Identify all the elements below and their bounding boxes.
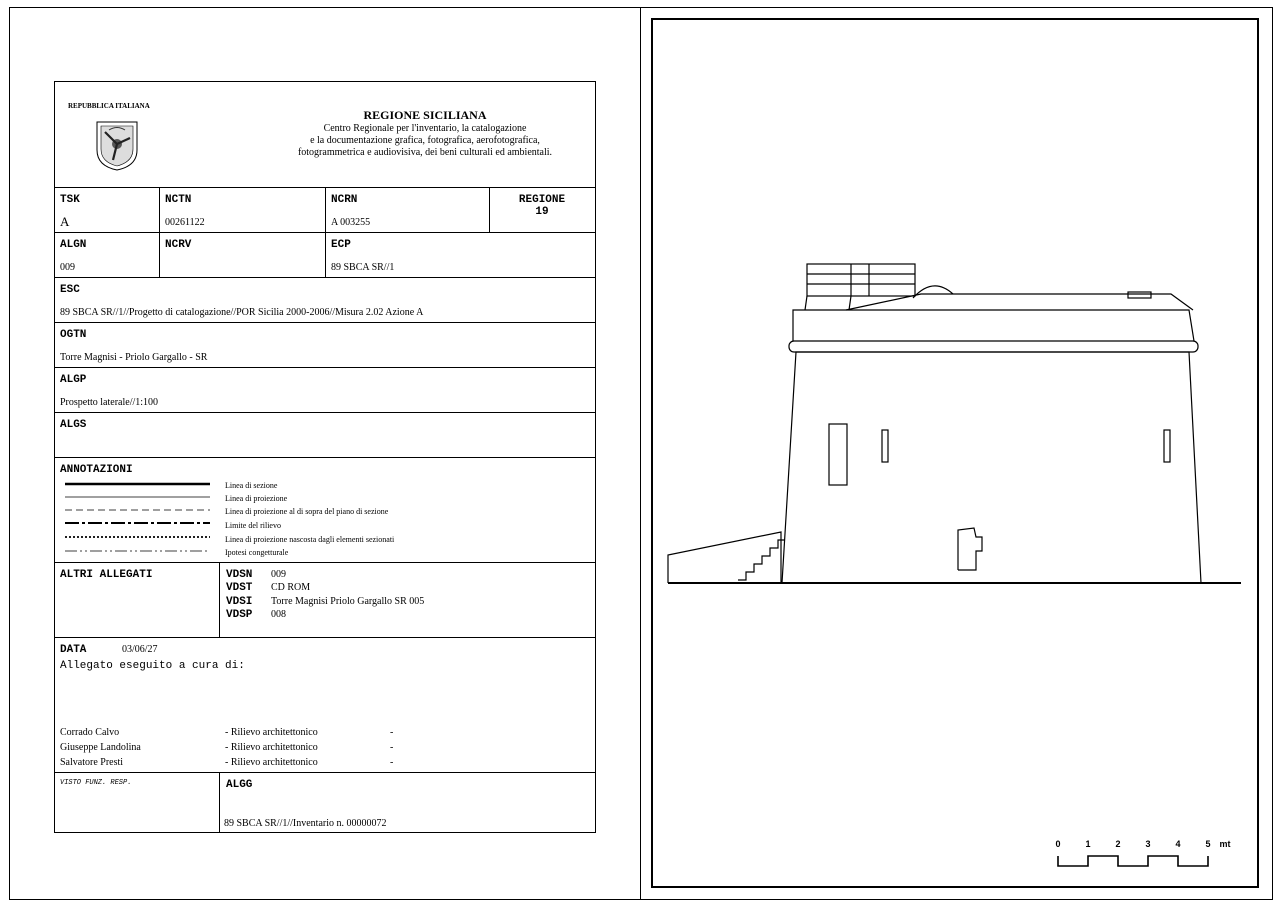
algs-label: ALGS — [60, 419, 87, 431]
legend-item: Limite del rilievo — [225, 521, 281, 530]
ncrv-label: NCRV — [165, 239, 192, 251]
ogtn-value: Torre Magnisi - Priolo Gargallo - SR — [60, 352, 208, 363]
scale-tick-label: 3 — [1145, 839, 1151, 849]
person-role: - Rilievo architettonico — [225, 757, 318, 768]
nctn-label: NCTN — [165, 194, 192, 206]
vdsp-value: 008 — [271, 609, 286, 620]
legend-item: Linea di sezione — [225, 481, 278, 490]
data-value: 03/06/27 — [122, 644, 158, 655]
scale-tick-label: 5 — [1205, 839, 1211, 849]
scale-tick-label: 2 — [1115, 839, 1121, 849]
legend-item: Linea di proiezione nascosta dagli elementi sezionati — [225, 535, 395, 544]
ogtn-label: OGTN — [60, 329, 87, 341]
algn-value: 009 — [60, 262, 75, 273]
person-name: Giuseppe Landolina — [60, 742, 141, 753]
allegato-note: Allegato eseguito a cura di: — [60, 660, 245, 672]
sheet-divider — [640, 7, 641, 900]
line-legend-samples — [65, 480, 215, 558]
ncrn-value: A 003255 — [331, 217, 371, 228]
center-description: Centro Regionale per l'inventario, la catalogazione e la documentazione grafica, fotografica, aerofotografica, fotogrammetrica e audiovisiva, dei beni culturali ed ambientali. — [297, 123, 553, 158]
esc-label: ESC — [60, 284, 80, 296]
vdsi-value: Torre Magnisi Priolo Gargallo SR 005 — [271, 596, 425, 607]
data-label: DATA — [60, 644, 87, 656]
scale-tick-label: 4 — [1175, 839, 1181, 849]
algg-label: ALGG — [226, 779, 253, 791]
legend-item: Ipotesi congetturale — [225, 548, 289, 557]
tsk-label: TSK — [60, 194, 80, 206]
person-dash: - — [390, 727, 394, 738]
tsk-value: A — [60, 214, 70, 229]
person-name: Corrado Calvo — [60, 727, 120, 738]
scale-tick-label: 1 — [1085, 839, 1091, 849]
scale-bar — [1050, 836, 1240, 872]
person-dash: - — [390, 742, 394, 753]
vdsn-value: 009 — [271, 569, 286, 580]
nctn-value: 00261122 — [165, 217, 205, 228]
regione-label: REGIONE — [518, 194, 566, 206]
regional-coat-of-arms-icon — [95, 120, 139, 172]
vdst-value: CD ROM — [271, 582, 311, 593]
person-role: - Rilievo architettonico — [225, 742, 318, 753]
region-title: REGIONE SICILIANA — [363, 108, 487, 122]
ecp-label: ECP — [331, 239, 351, 251]
catalog-card — [54, 81, 596, 833]
visto-label: VISTO FUNZ. RESP. — [60, 779, 132, 787]
vdsp-label: VDSP — [226, 609, 253, 621]
vdsi-label: VDSI — [226, 596, 253, 608]
person-dash: - — [390, 757, 394, 768]
scale-tick-label: 0 — [1055, 839, 1061, 849]
legend-item: Linea di proiezione al di sopra del piano di sezione — [225, 507, 389, 516]
person-name: Salvatore Presti — [60, 757, 124, 768]
person-role: - Rilievo architettonico — [225, 727, 318, 738]
scale-unit-label: mt — [1219, 839, 1231, 849]
tower-elevation-drawing — [651, 18, 1259, 888]
annotazioni-label: ANNOTAZIONI — [60, 464, 133, 476]
legend-item: Linea di proiezione — [225, 494, 288, 503]
algp-label: ALGP — [60, 374, 87, 386]
ecp-value: 89 SBCA SR//1 — [331, 262, 395, 273]
algp-value: Prospetto laterale//1:100 — [60, 397, 159, 408]
altri-allegati-label: ALTRI ALLEGATI — [60, 569, 153, 581]
algn-label: ALGN — [60, 239, 87, 251]
republic-label: REPUBBLICA ITALIANA — [68, 102, 150, 110]
vdst-label: VDST — [226, 582, 253, 594]
vdsn-label: VDSN — [226, 569, 253, 581]
algg-value: 89 SBCA SR//1//Inventario n. 00000072 — [224, 818, 387, 829]
regione-value: 19 — [535, 206, 549, 218]
esc-value: 89 SBCA SR//1//Progetto di catalogazione//POR Sicilia 2000-2006//Misura 2.02 Azione A — [60, 307, 424, 318]
ncrn-label: NCRN — [331, 194, 358, 206]
